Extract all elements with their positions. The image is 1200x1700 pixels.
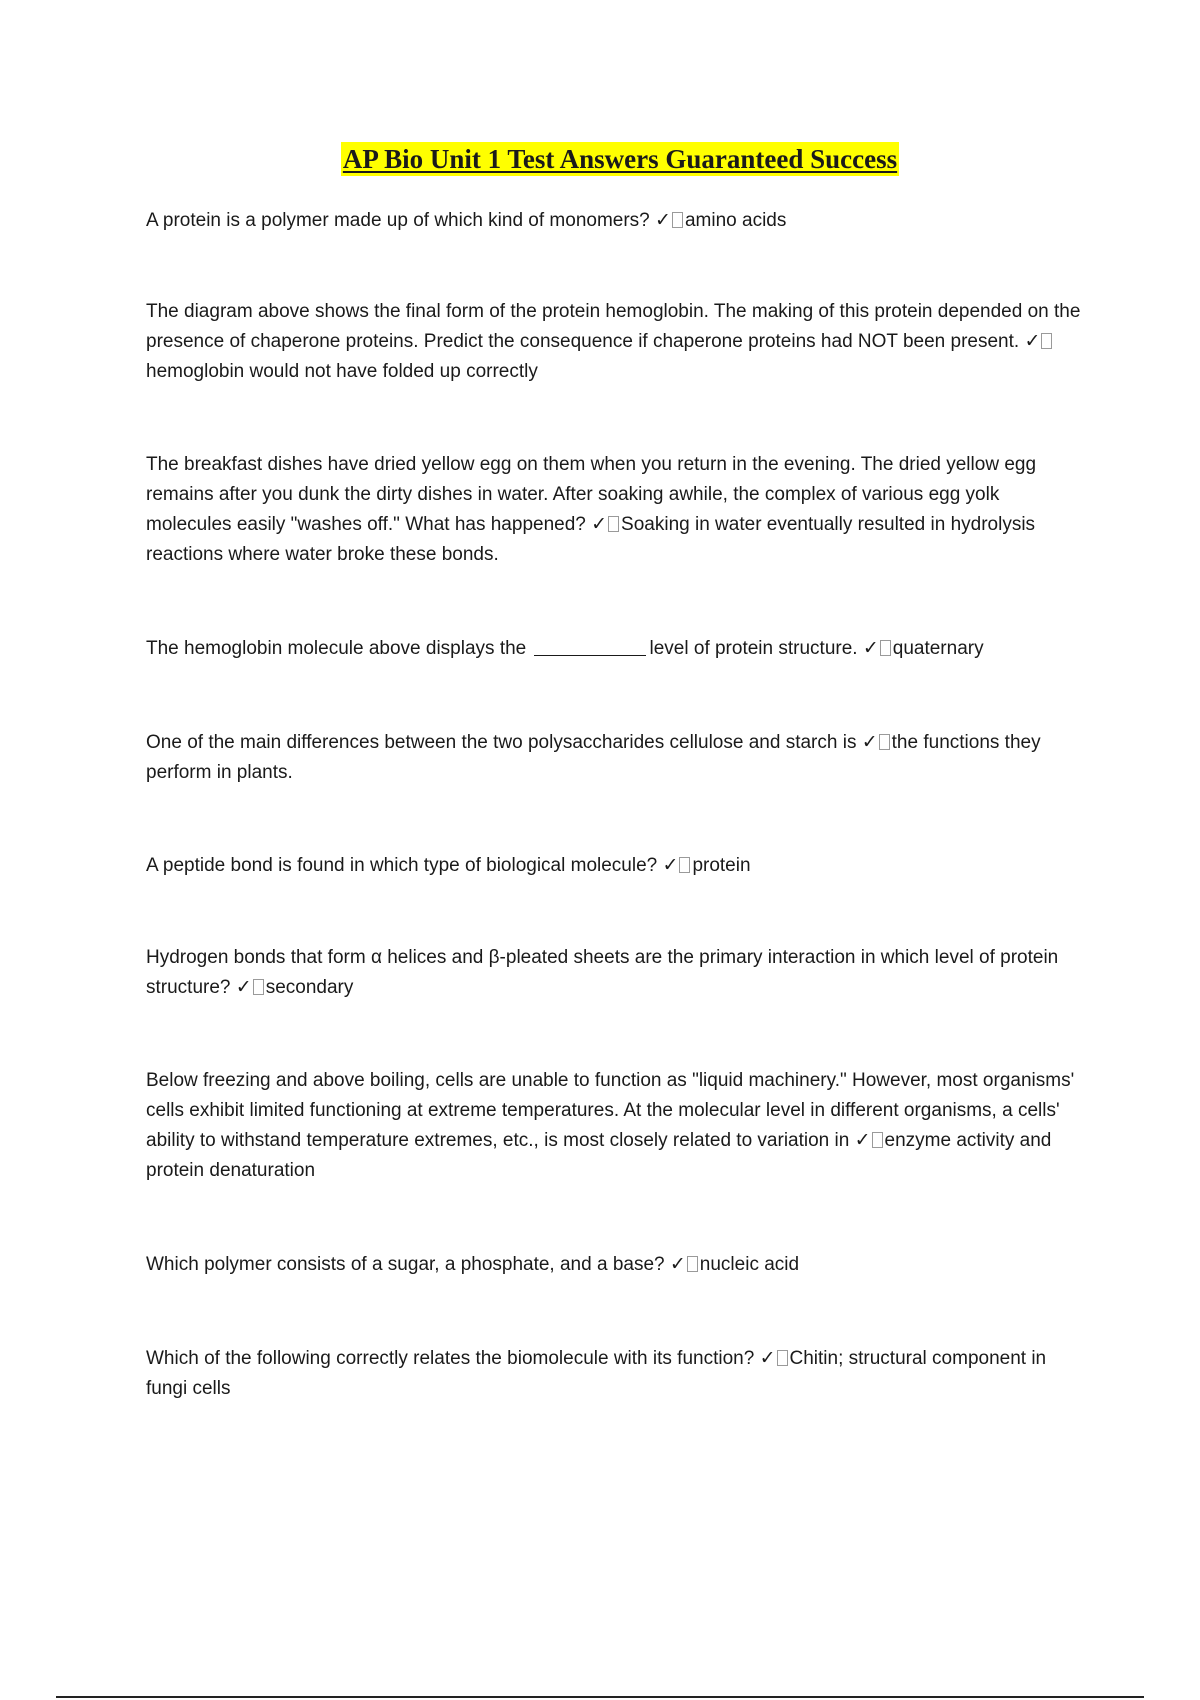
box-glyph-icon (872, 1132, 883, 1148)
qa-item-4 (146, 634, 1086, 664)
question-text: Hydrogen bonds that form α helices and β-pleated sheets are the primary interaction in which level of protein structure? (146, 947, 1059, 998)
check-icon: ✓ (861, 732, 878, 753)
answer-text: protein (692, 855, 751, 876)
check-icon: ✓ (669, 1254, 686, 1275)
question-text-before: The hemoglobin molecule above displays the (146, 638, 527, 659)
check-icon: ✓ (235, 977, 252, 998)
question-text: The diagram above shows the final form of the protein hemoglobin. The making of this protein depended on the presence of chaperone proteins. Predict the consequence if chaperone proteins had NOT been present. (146, 301, 1081, 352)
check-icon: ✓ (662, 855, 679, 876)
question-text: A peptide bond is found in which type of biological molecule? (146, 855, 658, 876)
question-text-after: level of protein structure. (649, 638, 858, 659)
box-glyph-icon (253, 979, 264, 995)
question-text: Which polymer consists of a sugar, a phosphate, and a base? (146, 1254, 665, 1275)
answer-text: enzyme activity and protein denaturation (146, 1130, 1052, 1181)
fill-in-blank (534, 637, 646, 656)
qa-item-5 (146, 728, 1086, 788)
title-wrap (0, 142, 1200, 176)
box-glyph-icon (679, 857, 690, 873)
answer-text: hemoglobin would not have folded up correctly (146, 361, 538, 382)
answer-text: nucleic acid (699, 1254, 800, 1275)
question-text: One of the main differences between the two polysaccharides cellulose and starch is (146, 732, 857, 753)
box-glyph-icon (608, 516, 619, 532)
document-title: AP Bio Unit 1 Test Answers Guaranteed Success (342, 144, 898, 174)
check-icon: ✓ (862, 638, 879, 659)
answer-text: the functions they perform in plants. (146, 732, 1041, 783)
check-icon: ✓ (854, 1130, 871, 1151)
qa-item-8 (146, 1066, 1086, 1186)
box-glyph-icon (672, 212, 683, 228)
qa-item-9 (146, 1250, 1086, 1280)
qa-item-3 (146, 450, 1086, 570)
box-glyph-icon (777, 1350, 788, 1366)
answer-text: amino acids (684, 210, 787, 231)
answer-text: quaternary (892, 638, 984, 659)
question-text: Below freezing and above boiling, cells are unable to function as "liquid machinery." However, most organisms' cells exhibit limited functioning at extreme temperatures. At the molecular level in different organisms, a cells' ability to withstand temperature extremes, etc., is most closely related to variation in (146, 1070, 1075, 1151)
footer-divider (56, 1696, 1144, 1698)
box-glyph-icon (879, 734, 890, 750)
answer-text: Soaking in water eventually resulted in hydrolysis reactions where water broke these bonds. (146, 514, 1036, 565)
check-icon: ✓ (591, 514, 608, 535)
qa-item-6 (146, 851, 1086, 881)
check-icon: ✓ (655, 210, 671, 231)
check-icon: ✓ (759, 1348, 776, 1369)
box-glyph-icon (880, 640, 891, 656)
box-glyph-icon (687, 1256, 698, 1272)
check-icon: ✓ (1024, 331, 1041, 352)
qa-item-10 (146, 1344, 1086, 1404)
qa-item-1 (146, 206, 1086, 236)
answer-text: secondary (265, 977, 354, 998)
qa-item-2 (146, 297, 1086, 387)
question-text: A protein is a polymer made up of which kind of monomers? (146, 210, 650, 231)
answer-text: Chitin; structural component in fungi cells (146, 1348, 1047, 1399)
question-text: The breakfast dishes have dried yellow egg on them when you return in the evening. The dried yellow egg remains after you dunk the dirty dishes in water. After soaking awhile, the complex of various egg yolk molecules easily "washes off." What has happened? (146, 454, 1037, 535)
box-glyph-icon (1041, 333, 1052, 349)
question-text: Which of the following correctly relates the biomolecule with its function? (146, 1348, 755, 1369)
qa-item-7 (146, 943, 1086, 1003)
